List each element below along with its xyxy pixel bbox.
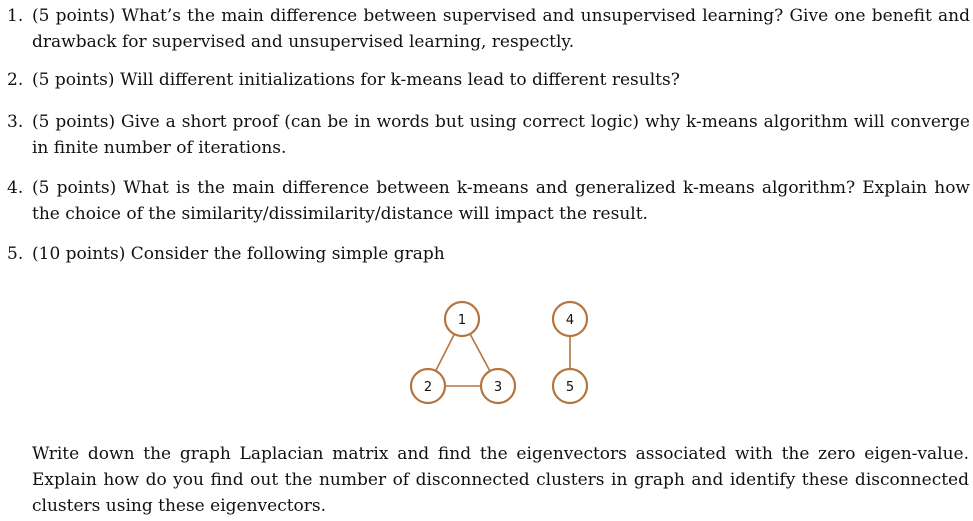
- question-1: [0, 3, 970, 55]
- question-1-text: (5 points) What’s the main difference between supervised and unsupervised learning? Give one benefit and drawback for supervised and unsupervised learning, respectly.: [32, 6, 970, 52]
- graph-node-2-label: 2: [423, 380, 433, 395]
- graph-node-5: [553, 369, 587, 403]
- question-5-number: 5.: [7, 244, 24, 264]
- question-2: [0, 67, 970, 93]
- graph-node-1-label: 1: [457, 313, 467, 328]
- question-4-number: 4.: [7, 178, 24, 198]
- question-1-number: 1.: [7, 6, 24, 26]
- graph-svg: [380, 280, 620, 420]
- question-4: [0, 175, 970, 227]
- question-5-text: (10 points) Consider the following simple graph: [32, 244, 445, 264]
- graph-node-5-label: 5: [565, 380, 575, 395]
- graph-node-3: [481, 369, 515, 403]
- graph-node-1: [445, 302, 479, 336]
- graph-node-3-label: 3: [493, 380, 503, 395]
- question-2-text: (5 points) Will different initializations for k-means lead to different results?: [32, 70, 680, 90]
- question-5: [0, 241, 970, 267]
- question-3-number: 3.: [7, 112, 24, 132]
- question-5-instructions: Write down the graph Laplacian matrix and find the eigenvectors associated with the zero eigen-value. Explain how do you find out the number of disconnected clusters in graph and identify these disconnected clusters using these eigenvectors.: [32, 444, 969, 516]
- graph-node-4: [553, 302, 587, 336]
- question-4-text: (5 points) What is the main difference between k-means and generalized k-means algorithm? Explain how the choice of the similarity/dissimilarity/distance will impact the result.: [32, 178, 970, 224]
- graph-node-4-label: 4: [565, 313, 575, 328]
- graph-node-2: [411, 369, 445, 403]
- question-3-text: (5 points) Give a short proof (can be in words but using correct logic) why k-means algorithm will converge in finite number of iterations.: [32, 112, 970, 158]
- question-2-number: 2.: [7, 70, 24, 90]
- question-3: [0, 109, 970, 161]
- simple-graph-figure: [380, 280, 620, 420]
